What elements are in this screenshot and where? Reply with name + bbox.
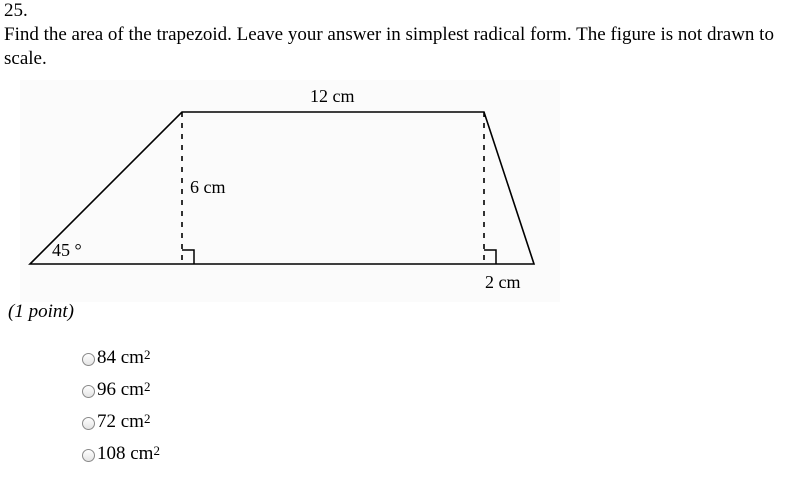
choice-label: 72 cm	[97, 411, 144, 432]
answer-choices	[82, 342, 160, 470]
top-base-label: 12 cm	[310, 86, 355, 106]
choice-exponent: 2	[143, 347, 151, 362]
radio-button[interactable]	[82, 385, 95, 398]
trapezoid-diagram	[20, 80, 560, 302]
question-text: Find the area of the trapezoid. Leave your answer in simplest radical form. The figure is not drawn to scale.	[4, 24, 774, 69]
trapezoid-shape	[30, 112, 534, 264]
choice-exponent: 2	[143, 379, 151, 394]
offset-label: 2 cm	[485, 272, 521, 292]
choice-exponent: 2	[153, 443, 160, 458]
choice-exponent: 2	[143, 411, 151, 426]
radio-button[interactable]	[82, 353, 95, 366]
choice-96[interactable]	[82, 374, 160, 406]
trapezoid-figure	[20, 80, 560, 302]
right-angle-mark-left	[182, 250, 194, 264]
choice-label: 108 cm	[97, 443, 154, 464]
choice-108[interactable]	[82, 438, 160, 470]
radio-button[interactable]	[82, 417, 95, 430]
choice-label: 84 cm	[97, 347, 144, 368]
question-number: 25.	[4, 0, 28, 21]
height-label: 6 cm	[190, 177, 226, 197]
angle-label: 45 °	[52, 240, 82, 260]
points-label: (1 point)	[8, 301, 74, 322]
radio-button[interactable]	[82, 449, 95, 462]
right-angle-mark-right	[484, 250, 496, 264]
choice-84[interactable]	[82, 342, 160, 374]
choice-72[interactable]	[82, 406, 160, 438]
choice-label: 96 cm	[97, 379, 144, 400]
